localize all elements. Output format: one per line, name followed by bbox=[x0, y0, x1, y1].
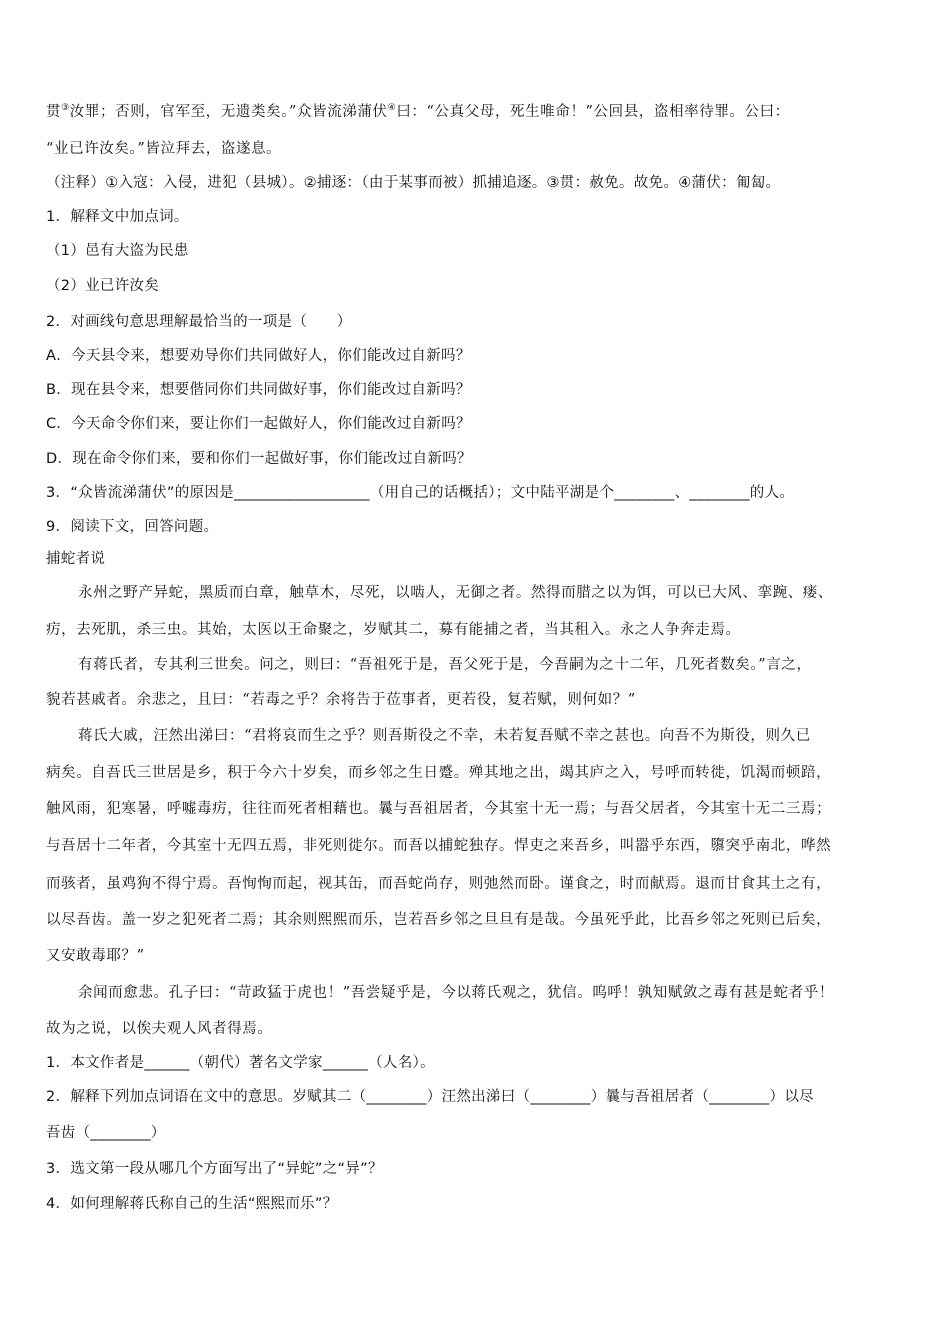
passage-text: 曰：“公真父母，死生唯命！”公回县，盗相率待罪。公曰： bbox=[396, 104, 790, 120]
annotation-notes: （注释）①入寇：入侵，进犯（县城）。②捕逐：（由于某事而被）抓捕追逐。③贯：赦免。故免。④蒲伏：匍匐。 bbox=[46, 175, 781, 191]
article-paragraph-4: 余闻而愈悲。孔子曰：“苛政猛于虎也！”吾尝疑乎是，今以蒋氏观之，犹信。呜呼！孰知赋敛之毒有甚是蛇者乎！ bbox=[78, 985, 834, 1001]
question-2: 2．对画线句意思理解最恰当的一项是（ ） bbox=[46, 314, 352, 330]
passage-text: 贯 bbox=[46, 104, 62, 120]
question-2-option-a: A．今天县令来，想要劝导你们共同做好人，你们能改过自新吗？ bbox=[46, 348, 471, 364]
article-paragraph-1: 永州之野产异蛇，黑质而白章，触草木，尽死，以啮人，无御之者。然得而腊之以为饵，可以已大风、挛踠、瘘、 bbox=[78, 585, 833, 601]
article-title: 捕蛇者说 bbox=[46, 551, 106, 567]
footnote-marker: ④ bbox=[387, 103, 397, 114]
passage-text: 汝罪；否则，官军至，无遗类矣。”众皆流涕蒲伏 bbox=[69, 104, 388, 120]
article-paragraph-3-cont: 触风雨，犯寒暑，呼嘘毒疠，往往而死者相藉也。曩与吾祖居者，今其室十无一焉；与吾父居者，今其室十无二三焉； bbox=[46, 801, 832, 817]
article-paragraph-3-cont: 以尽吾齿。盖一岁之犯死者二焉；其余则熙熙而乐，岂若吾乡邻之旦旦有是哉。今虽死乎此，比吾乡邻之死则已后矣， bbox=[46, 912, 832, 928]
question-2-option-c: C．今天命令你们来，要让你们一起做好人，你们能改过自新吗？ bbox=[46, 416, 471, 432]
question-3: 3．“众皆流涕蒲伏”的原因是__________________（用自己的话概括）；文中陆平湖是个________、________的人。 bbox=[46, 485, 795, 501]
question-2-option-d: D．现在命令你们来，要和你们一起做好事，你们能改过自新吗？ bbox=[46, 451, 472, 467]
section-9-heading: 9．阅读下文，回答问题。 bbox=[46, 519, 219, 535]
article-paragraph-3-cont: 又安敢毒耶？” bbox=[46, 948, 145, 964]
question-9-3: 3．选文第一段从哪几个方面写出了“异蛇”之“异”？ bbox=[46, 1161, 383, 1177]
article-paragraph-3-cont: 而骇者，虽鸡狗不得宁焉。吾恂恂而起，视其缶，而吾蛇尚存，则弛然而卧。谨食之，时而献焉。退而甘食其土之有， bbox=[46, 876, 832, 892]
article-paragraph-1-cont: 疠，去死肌，杀三虫。其始，太医以王命聚之，岁赋其二，募有能捕之者，当其租入。永之人争奔走焉。 bbox=[46, 622, 741, 638]
passage-line-1 bbox=[46, 102, 910, 122]
question-1-item-2: （2）业已许汝矣 bbox=[46, 278, 160, 294]
article-paragraph-2-cont: 貌若甚戚者。余悲之，且曰：“若毒之乎？余将告于莅事者，更若役，复若赋，则何如？” bbox=[46, 692, 636, 708]
question-1: 1．解释文中加点词。 bbox=[46, 209, 189, 225]
article-paragraph-3-cont: 病矣。自吾氏三世居是乡，积于今六十岁矣，而乡邻之生日蹙。殚其地之出，竭其庐之入，号呼而转徙，饥渴而顿踣， bbox=[46, 765, 832, 781]
article-paragraph-3-cont: 与吾居十二年者，今其室十无四五焉，非死则徙尔。而吾以捕蛇独存。悍吏之来吾乡，叫嚣乎东西，隳突乎南北，哗然 bbox=[46, 838, 832, 854]
article-paragraph-4-cont: 故为之说，以俟夫观人风者得焉。 bbox=[46, 1021, 273, 1037]
article-paragraph-2: 有蒋氏者，专其利三世矣。问之，则曰：“吾祖死于是，吾父死于是，今吾嗣为之十二年，几死者数矣。”言之， bbox=[78, 657, 812, 673]
question-1-item-1: （1）邑有大盗为民患 bbox=[46, 243, 189, 259]
question-9-4: 4．如何理解蒋氏称自己的生活“熙熙而乐”？ bbox=[46, 1196, 338, 1212]
question-9-2-cont: 吾齿（________） bbox=[46, 1125, 166, 1141]
question-2-option-b: B．现在县令来，想要偕同你们共同做好事，你们能改过自新吗？ bbox=[46, 382, 471, 398]
passage-line-2: “业已许汝矣。”皆泣拜去，盗遂息。 bbox=[46, 141, 282, 157]
article-paragraph-3: 蒋氏大戚，汪然出涕曰：“君将哀而生之乎？则吾斯役之不幸，未若复吾赋不幸之甚也。向吾不为斯役，则久已 bbox=[78, 728, 811, 744]
question-9-2: 2．解释下列加点词语在文中的意思。岁赋其二（________）汪然出涕曰（________）曩与吾祖居者（________）以尽 bbox=[46, 1089, 814, 1105]
footnote-marker: ③ bbox=[61, 103, 70, 114]
question-9-1: 1．本文作者是______（朝代）著名文学家______（人名）。 bbox=[46, 1055, 435, 1071]
